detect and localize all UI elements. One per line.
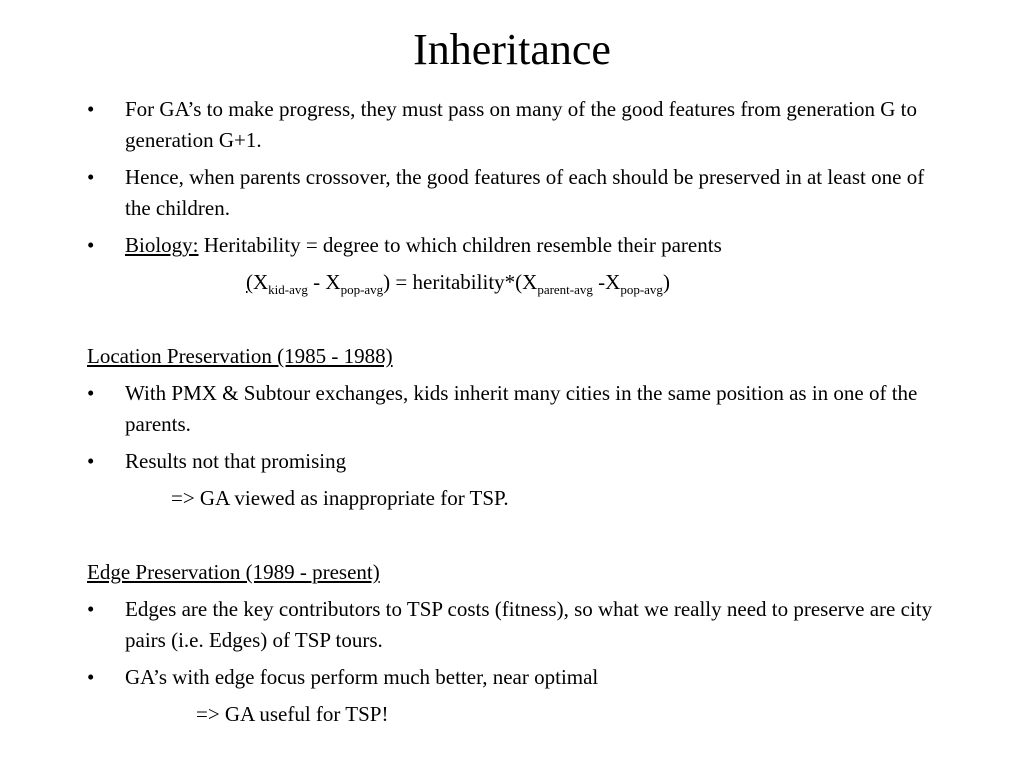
formula-subscript: pop-avg — [340, 282, 384, 298]
formula-part: X — [253, 270, 269, 294]
edge-conclusion: => GA useful for TSP! — [196, 702, 389, 726]
section-heading-edge: Edge Preservation (1989 - present) — [87, 560, 380, 584]
bullet-dot: • — [87, 233, 95, 257]
bullet-dot: • — [87, 449, 95, 473]
section-spacer — [87, 520, 947, 557]
formula-subscript: pop-avg — [620, 282, 663, 298]
bullet-item — [87, 662, 947, 693]
formula-open-paren: ( — [246, 270, 253, 294]
bullet-item — [87, 446, 947, 477]
slide-body — [87, 94, 947, 736]
formula-part: ) = heritability*(X — [383, 270, 538, 294]
bullet-item — [87, 378, 947, 440]
formula-part: -X — [592, 270, 621, 294]
biology-label: Biology: — [125, 233, 199, 257]
formula-part: ) — [662, 270, 670, 294]
bullet-item-biology — [87, 230, 947, 261]
bullet-item — [87, 94, 947, 156]
bullet-item — [87, 162, 947, 224]
bullet-dot: • — [87, 381, 95, 405]
bullet-dot: • — [87, 97, 95, 121]
formula-subscript: parent-avg — [537, 282, 593, 298]
bullet-text: Results not that promising — [125, 449, 347, 473]
section-heading-location: Location Preservation (1985 - 1988) — [87, 344, 393, 368]
biology-text: Heritability = degree to which children resemble their parents — [198, 233, 722, 257]
bullet-text: Hence, when parents crossover, the good features of each should be preserved in at least one of the children. — [125, 165, 925, 220]
heritability-formula — [87, 267, 947, 298]
slide-title: Inheritance — [413, 25, 611, 74]
bullet-item — [87, 594, 947, 656]
bullet-text: Edges are the key contributors to TSP costs (fitness), so what we really need to preserve are city pairs (i.e. Edges) of TSP tours. — [125, 597, 933, 652]
bullet-text: For GA’s to make progress, they must pass on many of the good features from generation G to generation G+1. — [125, 97, 918, 152]
bullet-dot: • — [87, 665, 95, 689]
location-conclusion: => GA viewed as inappropriate for TSP. — [171, 486, 509, 510]
bullet-text: GA’s with edge focus perform much better, near optimal — [125, 665, 599, 689]
bullet-text: With PMX & Subtour exchanges, kids inherit many cities in the same position as in one of the parents. — [125, 381, 918, 436]
bullet-dot: • — [87, 165, 95, 189]
formula-part: - X — [307, 270, 341, 294]
formula-subscript: kid-avg — [268, 282, 308, 298]
bullet-dot: • — [87, 597, 95, 621]
section-spacer — [87, 304, 947, 341]
